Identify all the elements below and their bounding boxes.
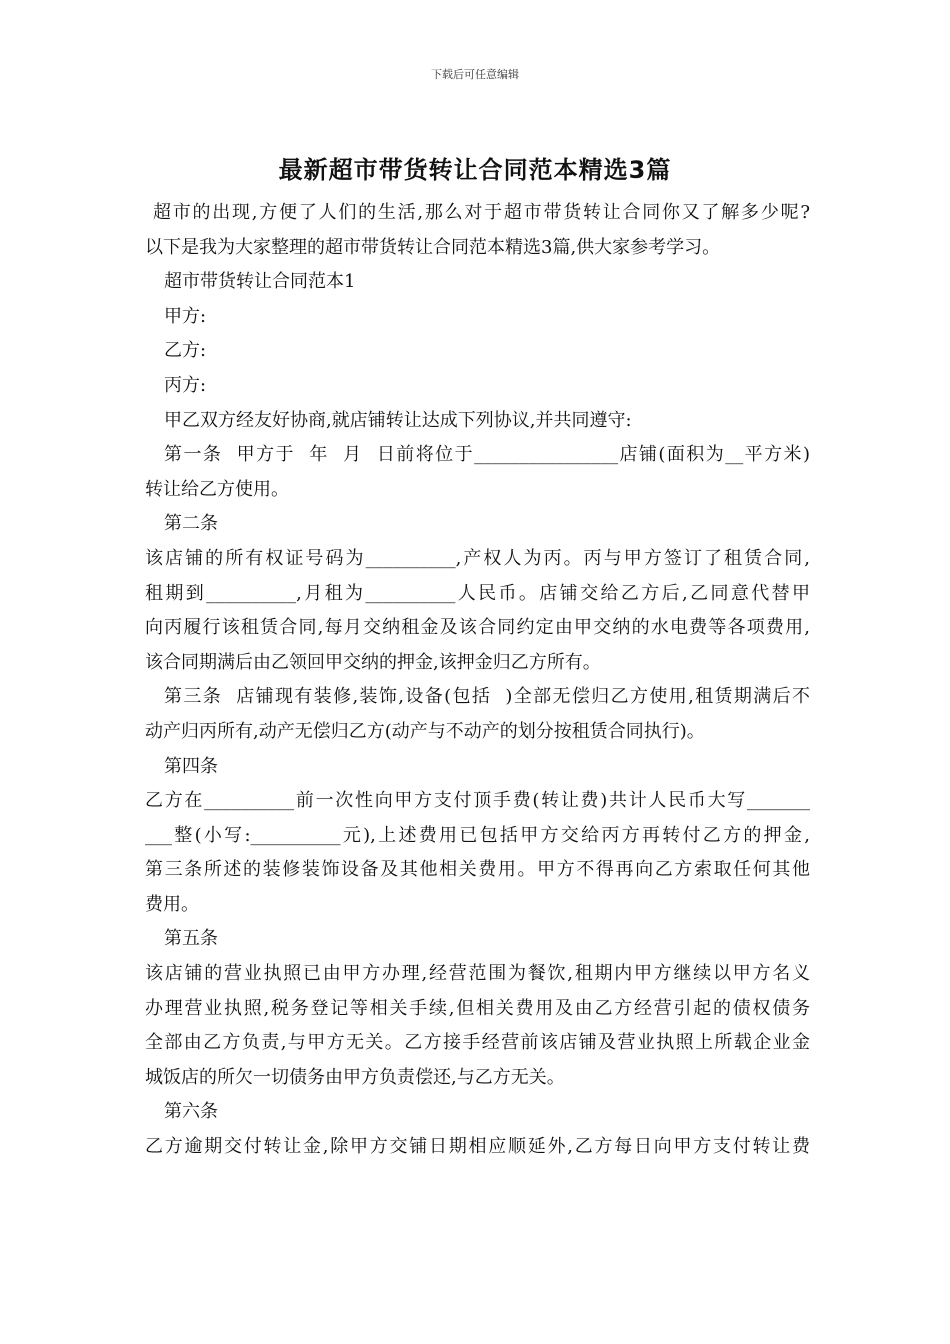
intro-line: 以下是我为大家整理的超市带货转让合同范本精选3篇,供大家参考学习。 — [145, 236, 721, 258]
document-body — [145, 196, 810, 1165]
clause-heading: 第二条 — [164, 513, 218, 535]
clause-heading: 第五条 — [164, 928, 218, 950]
clause-heading: 第六条 — [164, 1101, 218, 1123]
clause-line: 城饭店的所欠一切债务由甲方负责偿还,与乙方无关。 — [145, 1066, 565, 1088]
clause-line: 办理营业执照,税务登记等相关手续,但相关费用及由乙方经营引起的债权债务 — [145, 997, 810, 1019]
party-label: 丙方: — [164, 374, 207, 396]
party-label: 甲方: — [164, 305, 207, 327]
party-label: 乙方: — [164, 340, 207, 362]
clause-line: 第三条 店铺现有装修,装饰,设备(包括 )全部无偿归乙方使用,租赁期满后不 — [164, 686, 810, 708]
intro-line: 超市的出现,方便了人们的生活,那么对于超市带货转让合同你又了解多少呢? — [153, 202, 810, 223]
clause-line: 向丙履行该租赁合同,每月交纳租金及该合同约定由甲交纳的水电费等各项费用, — [145, 617, 810, 639]
clause-line: 乙方在__________前一次性向甲方支付顶手费(转让费)共计人民币大写_______ — [145, 790, 810, 812]
clause-line: 第一条 甲方于 年 月 日前将位于________________店铺(面积为__平方米) — [164, 444, 810, 466]
document-title: 最新超市带货转让合同范本精选3篇 — [278, 156, 672, 184]
section-heading: 超市带货转让合同范本1 — [164, 271, 356, 293]
clause-line: 费用。 — [145, 893, 199, 915]
clause-line: 租期到__________,月租为__________人民币。店铺交给乙方后,乙同意代替甲 — [145, 582, 810, 604]
clause-line: 第三条所述的装修装饰设备及其他相关费用。甲方不得再向乙方索取任何其他 — [145, 859, 810, 881]
clause-line: 动产归丙所有,动产无偿归乙方(动产与不动产的划分按租赁合同执行)。 — [145, 720, 705, 742]
page-header-note: 下载后可任意编辑 — [431, 68, 519, 81]
clause-line: 全部由乙方负责,与甲方无关。乙方接手经营前该店铺及营业执照上所载企业金 — [145, 1032, 810, 1054]
clause-line: ___整(小写:__________元),上述费用已包括甲方交给丙方再转付乙方的押金, — [145, 824, 810, 846]
clause-line: 该店铺的营业执照已由甲方办理,经营范围为餐饮,租期内甲方继续以甲方名义 — [145, 963, 810, 985]
clause-line: 转让给乙方使用。 — [145, 478, 289, 500]
clause-line: 乙方逾期交付转让金,除甲方交铺日期相应顺延外,乙方每日向甲方支付转让费 — [145, 1136, 810, 1158]
clause-heading: 第四条 — [164, 755, 218, 777]
clause-line: 该店铺的所有权证号码为__________,产权人为丙。丙与甲方签订了租赁合同, — [145, 547, 810, 569]
clause-line: 该合同期满后由乙领回甲交纳的押金,该押金归乙方所有。 — [145, 651, 601, 673]
paragraph-line: 甲乙双方经友好协商,就店铺转让达成下列协议,并共同遵守: — [164, 409, 632, 431]
